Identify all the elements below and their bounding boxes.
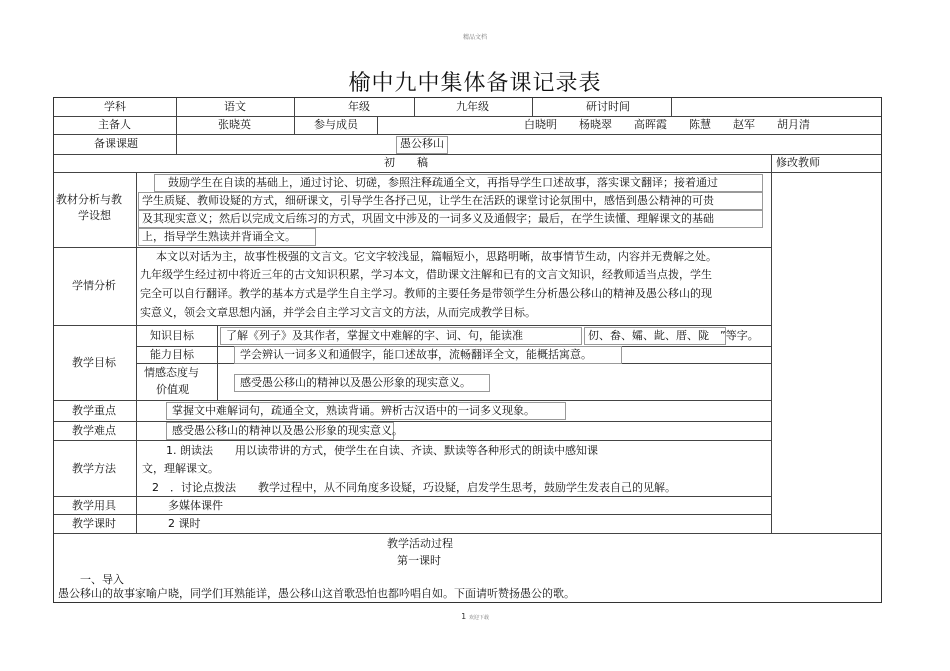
difficulty-text: 感受愚公移山的精神以及愚公形象的现实意义。	[172, 424, 403, 437]
header-note: 精品文档	[462, 34, 487, 41]
key-point-text: 掌握文中难解词句，疏通全文，熟读背诵。辨析古汉语中的一词多义现象。	[172, 404, 535, 417]
row-divider	[54, 533, 881, 534]
row-divider	[54, 421, 771, 422]
analysis-line: 鼓励学生在自读的基础上，通过讨论、切磋，参照注释疏通全文，再指导学生口述故事，落实课文翻译；接着通过	[168, 176, 718, 189]
methods-line-2: 文，理解课文。	[142, 462, 219, 475]
col-divider	[771, 154, 772, 533]
analysis-line: 学生质疑、教师设疑的方式，细研课文，引导学生各抒己见，让学生在活跃的课堂讨论氛围中，感悟到愚公精神的可贵	[142, 194, 714, 207]
analysis-label-1: 教材分析与教	[56, 193, 122, 206]
members-label: 参与成员	[314, 118, 358, 131]
row-divider	[54, 496, 771, 497]
difficulty-label: 教学难点	[72, 424, 116, 437]
ability-label: 能力目标	[150, 348, 194, 361]
draft-heading: 初 稿	[384, 156, 428, 169]
key-point-label: 教学重点	[72, 404, 116, 417]
goals-label: 教学目标	[72, 356, 116, 369]
col-divider	[176, 134, 177, 154]
hours-label: 教学课时	[72, 517, 116, 530]
page-number: 1	[461, 612, 467, 621]
col-divider	[377, 116, 378, 134]
methods-label: 教学方法	[72, 462, 116, 475]
emotion-text: 感受愚公移山的精神以及愚公形象的现实意义。	[240, 376, 471, 389]
lead-value: 张晓英	[218, 118, 251, 131]
ability-text: 学会辨认一词多义和通假字，能口述故事，流畅翻译全文，能概括寓意。	[240, 348, 592, 361]
hours-text: 2 课时	[168, 517, 201, 530]
row-divider	[54, 154, 881, 155]
emotion-label-1: 情感态度与	[144, 366, 199, 379]
subject-label: 学科	[104, 100, 126, 113]
record-table	[53, 97, 882, 603]
process-first-lesson: 第一课时	[397, 554, 441, 567]
process-intro: 愚公移山的故事家喻户晓，同学们耳熟能详，愚公移山这首歌恐怕也都吟唱自如。下面请听赞扬愚公的歌。	[58, 587, 575, 600]
student-analysis-label: 学情分析	[72, 279, 116, 292]
emotion-label-2: 价值观	[156, 383, 189, 396]
row-divider	[54, 400, 771, 401]
col-divider	[176, 98, 177, 134]
col-divider	[217, 325, 218, 400]
col-divider	[414, 98, 415, 116]
row-divider	[54, 116, 881, 117]
col-divider	[294, 98, 295, 134]
process-heading: 教学活动过程	[387, 537, 453, 550]
row-divider	[54, 247, 771, 248]
methods-line-1: 1. 朗读法 用以读带讲的方式，使学生在自读、齐读、默读等各种形式的朗读中感知课	[166, 444, 598, 457]
col-divider	[532, 98, 533, 116]
lead-label: 主备人	[98, 118, 131, 131]
analysis-label-2: 学设想	[78, 209, 111, 222]
footer-note: 欢迎下载	[468, 615, 489, 621]
row-divider	[54, 325, 771, 326]
student-analysis-line: 九年级学生经过初中将近三年的古文知识积累，学习本文，借助课文注解和已有的文言文知识，经教师适当点拨，学生	[140, 268, 712, 281]
grade-label: 年级	[348, 100, 370, 113]
members-value: 白晓明 杨晓翠 高晖霞 陈慧 赵军 胡月清	[524, 118, 810, 131]
knowledge-text: 了解《列子》及其作者，掌握文中难解的字、词、句，能读准	[226, 329, 523, 342]
student-analysis-line: 本文以对话为主，故事性极强的文言文。它文字较浅显，篇幅短小，思路明晰，故事情节生动，内容并无费解之处。	[156, 250, 717, 263]
subject-value: 语文	[224, 100, 246, 113]
tools-text: 多媒体课件	[168, 499, 223, 512]
grade-value: 九年级	[456, 100, 489, 113]
page-footer	[0, 612, 950, 621]
row-divider	[54, 134, 881, 135]
student-analysis-line: 实意义，领会文章思想内涵，并学会自主学习文言文的方法，从而完成教学目标。	[140, 306, 536, 319]
row-divider	[54, 172, 881, 173]
col-divider	[671, 98, 672, 116]
page-title: 榆中九中集体备课记录表	[348, 71, 602, 96]
row-divider	[54, 440, 771, 441]
analysis-line: 及其现实意义；然后以完成文后练习的方式，巩固文中涉及的一词多义及通假字；最后，在学生读懂、理解课文的基础	[142, 212, 714, 225]
topic-label: 备课课题	[94, 137, 138, 150]
tools-label: 教学用具	[72, 499, 116, 512]
knowledge-label: 知识目标	[150, 329, 194, 342]
knowledge-text-2: 仞、畚、孀、龀、厝、陇 ”等字。	[588, 329, 759, 342]
methods-line-3: 2 ．讨论点拨法 教学过程中，从不同角度多设疑，巧设疑，启发学生思考，鼓励学生发表自己的见解。	[152, 481, 676, 494]
student-analysis-line: 完全可以自行翻译。教学的基本方式是学生自主学习。教师的主要任务是带领学生分析愚公移山的精神及愚公移山的现	[140, 287, 712, 300]
process-section: 一、导入	[80, 573, 124, 586]
topic-value: 愚公移山	[400, 137, 444, 150]
analysis-line: 上，指导学生熟读并背诵全文。	[142, 230, 296, 243]
col-divider	[136, 172, 137, 533]
time-label: 研讨时间	[586, 100, 630, 113]
revise-heading: 修改教师	[776, 156, 820, 169]
row-divider	[54, 514, 771, 515]
